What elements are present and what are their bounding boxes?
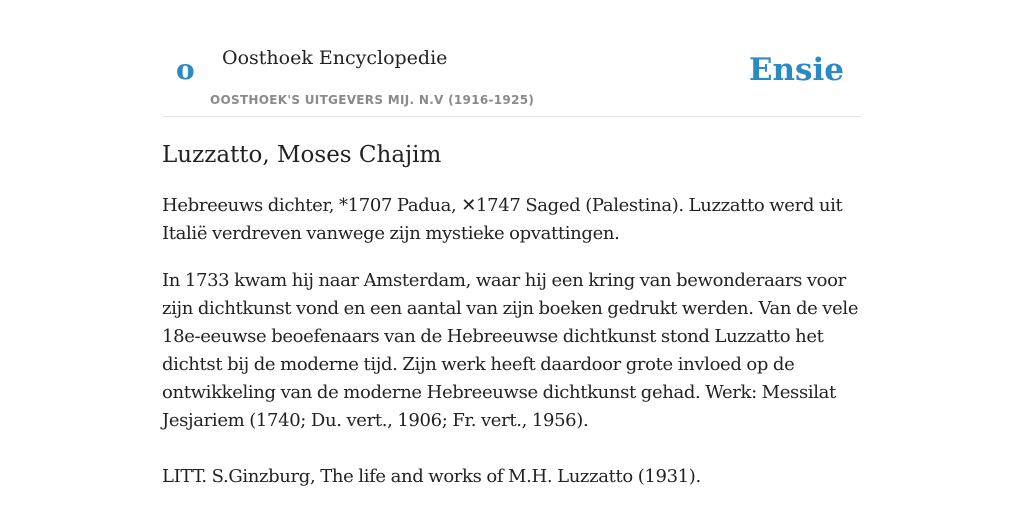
article-literature: LITT. S.Ginzburg, The life and works of M.H. Luzzatto (1931). xyxy=(162,466,701,487)
article xyxy=(162,137,862,491)
site-header xyxy=(162,30,862,117)
encyclopedia-name[interactable]: Oosthoek Encyclopedie xyxy=(222,47,448,69)
article-paragraph-intro: Hebreeuws dichter, *1707 Padua, ✕1747 Saged (Palestina). Luzzatto werd uit Italië verdreven vanwege zijn mystieke opvattingen. xyxy=(162,195,843,244)
ensie-brand-link[interactable]: Ensie xyxy=(748,52,844,88)
encyclopedia-logo[interactable]: o xyxy=(176,53,195,86)
publisher-label: OOSTHOEK'S UITGEVERS MIJ. N.V (1916-1925) xyxy=(210,93,535,107)
article-title: Luzzatto, Moses Chajim xyxy=(162,142,442,168)
article-paragraph-body: In 1733 kwam hij naar Amsterdam, waar hij een kring van bewonderaars voor zijn dichtkunst vond en een aantal van zijn boeken gedrukt werden. Van de vele 18e-eeuwse beoefenaars van de Hebreeuwse dichtkunst stond Luzzatto het dichtst bij de moderne tijd. Zijn werk heeft daardoor grote invloed op de ontwikkeling van de moderne Hebreeuwse dichtkunst gehad. Werk: Messilat Jesjariem (1740; Du. vert., 1906; Fr. vert., 1956). xyxy=(162,270,859,431)
